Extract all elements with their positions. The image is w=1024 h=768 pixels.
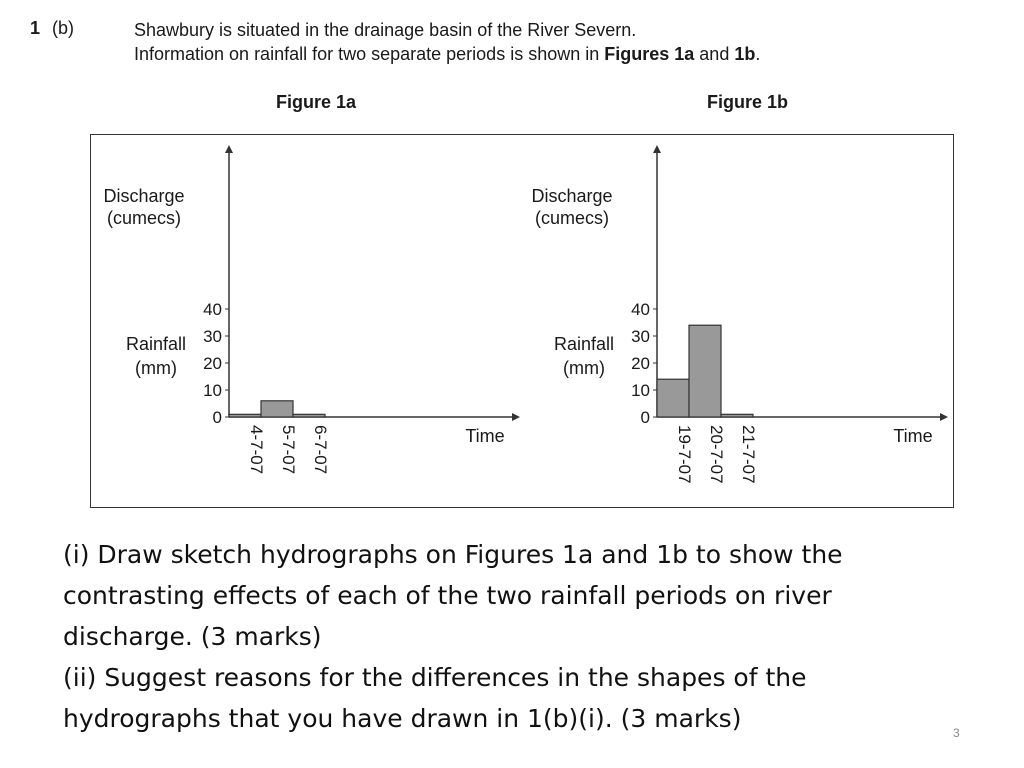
fig1a-category-label-1: 5-7-07 [279,425,298,475]
task-text [63,534,943,739]
fig1b-x-label: Time [893,426,933,446]
question-number [30,18,74,39]
fig1b-ytick-label-0: 0 [640,408,650,427]
fig1a-category-label-2: 6-7-07 [311,425,330,475]
fig1a-ytick-label-40: 40 [203,300,222,319]
fig1b-ytick-label-10: 10 [631,381,650,400]
fig1b-discharge-label-0: Discharge [531,186,613,206]
fig1a-discharge-label-0: Discharge [103,186,185,206]
fig1a-rainfall-label-1: (mm) [135,358,177,378]
fig1b-discharge-label-1: (cumecs) [534,208,610,228]
fig1b-rainfall-label-0: Rainfall [553,334,615,354]
fig1b-rainfall-label-1: (mm) [563,358,605,378]
fig1a-ytick-label-0: 0 [212,408,222,427]
figure-1a-title: Figure 1a [276,92,357,112]
fig1b-ytick-label-40: 40 [631,300,650,319]
fig1a-ytick-label-30: 30 [203,327,222,346]
task-i: (i) Draw sketch hydrographs on Figures 1a and 1b to show the contrasting effects of each of the two rainfall periods on river discharge. (3 marks) [63,540,843,651]
figure-ref-1b: 1b [734,44,756,64]
fig1a-category-label-0: 4-7-07 [247,425,266,475]
fig1a-ytick-label-20: 20 [203,354,222,373]
intro-line-2: Information on rainfall for two separate periods is shown in Figures 1a and 1b. [134,44,761,64]
figure-ref-1a: Figures 1a [604,44,695,64]
task-ii: (ii) Suggest reasons for the differences in the shapes of the hydrographs that you have drawn in 1(b)(i). (3 marks) [63,663,807,733]
fig1a-ytick-label-10: 10 [203,381,222,400]
page-number: 3 [953,726,960,740]
figures-frame [90,134,954,508]
question-number-value: 1 [30,18,41,38]
figure-1b-title: Figure 1b [707,92,789,112]
fig1b-category-label-0: 19-7-07 [675,425,694,484]
question-part: (b) [52,18,75,38]
fig1a-discharge-label-1: (cumecs) [106,208,182,228]
fig1b-category-label-2: 21-7-07 [739,425,758,484]
fig1b-category-label-1: 20-7-07 [707,425,726,484]
fig1a-x-label: Time [465,426,505,446]
intro-line-1: Shawbury is situated in the drainage basin of the River Severn. [134,20,637,40]
question-intro [134,18,760,66]
fig1b-ytick-label-20: 20 [631,354,650,373]
fig1b-ytick-label-30: 30 [631,327,650,346]
fig1a-rainfall-label-0: Rainfall [125,334,187,354]
